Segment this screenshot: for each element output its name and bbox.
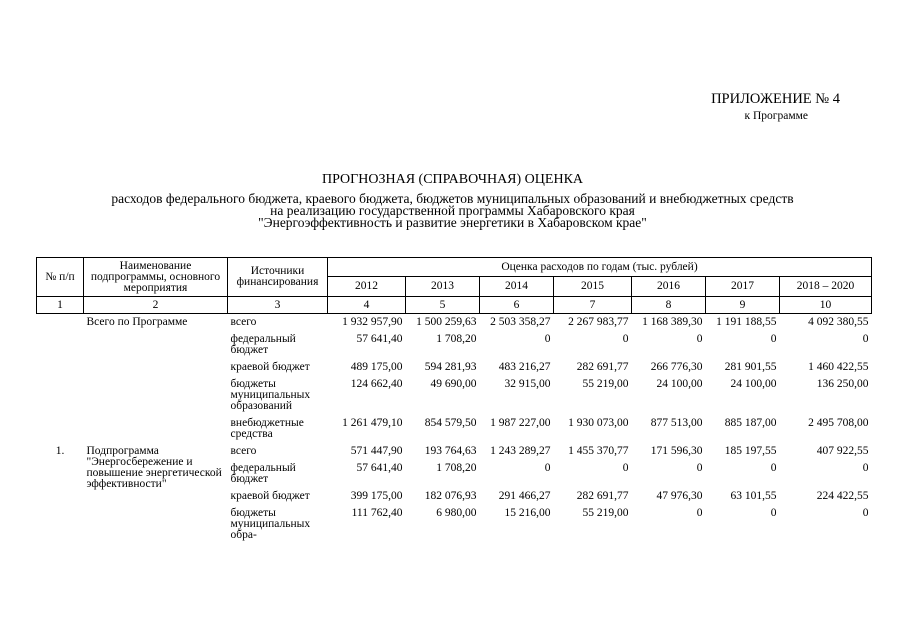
value-cell: 2 267 983,77	[568, 316, 629, 328]
value-cell: 0	[862, 507, 869, 519]
value-cell: 282 691,77	[576, 490, 629, 502]
value-cell: 399 175,00	[350, 490, 403, 502]
value-cell: 49 690,00	[430, 378, 477, 390]
value-cell: 1 930 073,00	[568, 417, 629, 429]
value-cell: 0	[862, 462, 869, 474]
value-cell: 0	[696, 507, 703, 519]
value-cell: 57 641,40	[356, 333, 403, 345]
document-title: ПРОГНОЗНАЯ (СПРАВОЧНАЯ) ОЦЕНКА	[321, 172, 584, 187]
value-cell: 291 466,27	[498, 490, 551, 502]
value-cell: 2 495 708,00	[808, 417, 869, 429]
value-cell: 1 243 289,27	[490, 445, 551, 457]
value-cell: 24 100,00	[656, 378, 703, 390]
value-cell: 571 447,90	[350, 445, 403, 457]
value-cell: 2 503 358,27	[490, 316, 551, 328]
subtitle-line: "Энергоэффективность и развитие энергетики в Хабаровском крае"	[258, 215, 647, 230]
value-cell: 171 596,30	[650, 445, 703, 457]
value-cell: 0	[696, 462, 703, 474]
header-name: Наименование подпрограммы, основного мероприятия	[84, 258, 228, 297]
header-num: № п/п	[37, 258, 84, 297]
value-cell: 489 175,00	[350, 361, 403, 373]
value-cell: 63 101,55	[730, 490, 777, 502]
value-cell: 407 922,55	[816, 445, 869, 457]
row-source: федеральный бюджет	[230, 333, 296, 356]
row-source: краевой бюджет	[230, 490, 310, 502]
value-cell: 854 579,50	[424, 417, 477, 429]
value-cell: 1 168 389,30	[642, 316, 703, 328]
index-cell: 5	[406, 297, 480, 314]
value-cell: 15 216,00	[504, 507, 551, 519]
value-cell: 136 250,00	[816, 378, 869, 390]
value-cell: 55 219,00	[582, 378, 629, 390]
appendix-label: ПРИЛОЖЕНИЕ № 4	[711, 91, 840, 107]
header-year: 2018 – 2020	[780, 277, 872, 297]
row-source: внебюджетные средства	[230, 417, 304, 440]
value-cell: 0	[770, 462, 777, 474]
index-cell: 3	[228, 297, 328, 314]
appendix-subtitle: к Программе	[744, 110, 808, 122]
row-number	[37, 314, 84, 444]
row-source: бюджеты муниципальных обра-	[230, 507, 311, 541]
value-cell: 266 776,30	[650, 361, 703, 373]
value-cell: 193 764,63	[424, 445, 477, 457]
value-cell: 0	[770, 507, 777, 519]
header-year: 2017	[706, 277, 780, 297]
value-cell: 1 987 227,00	[490, 417, 551, 429]
value-cell: 1 191 188,55	[716, 316, 777, 328]
row-source: бюджеты муниципальных образований	[230, 378, 311, 412]
subtitle-line: расходов федерального бюджета, краевого бюджета, бюджетов муниципальных образований и внебюджетных средств	[111, 191, 794, 206]
index-cell: 6	[480, 297, 554, 314]
value-cell: 124 662,40	[350, 378, 403, 390]
value-cell: 0	[544, 462, 551, 474]
value-cell: 6 980,00	[436, 507, 477, 519]
index-cell: 2	[84, 297, 228, 314]
value-cell: 483 216,27	[498, 361, 551, 373]
value-cell: 1 261 479,10	[342, 417, 403, 429]
value-cell: 1 455 370,77	[568, 445, 629, 457]
table-body	[37, 314, 872, 545]
header-year: 2013	[406, 277, 480, 297]
value-cell: 281 901,55	[724, 361, 777, 373]
header-source: Источники финансирования	[228, 258, 328, 297]
index-cell: 7	[554, 297, 632, 314]
value-cell: 55 219,00	[582, 507, 629, 519]
row-source: всего	[230, 316, 257, 328]
value-cell: 182 076,93	[424, 490, 477, 502]
value-cell: 0	[696, 333, 703, 345]
row-number: 1.	[55, 445, 65, 457]
index-cell: 4	[328, 297, 406, 314]
table-row	[37, 314, 872, 332]
header-year: 2014	[480, 277, 554, 297]
value-cell: 1 500 259,63	[416, 316, 477, 328]
value-cell: 1 708,20	[436, 462, 477, 474]
header-year: 2016	[632, 277, 706, 297]
header-year: 2015	[554, 277, 632, 297]
document-subtitle	[0, 193, 905, 229]
value-cell: 0	[622, 462, 629, 474]
value-cell: 0	[622, 333, 629, 345]
value-cell: 0	[544, 333, 551, 345]
value-cell: 877 513,00	[650, 417, 703, 429]
value-cell: 1 708,20	[436, 333, 477, 345]
row-source: краевой бюджет	[230, 361, 310, 373]
index-cell: 9	[706, 297, 780, 314]
expenses-table	[36, 257, 872, 544]
value-cell: 1 932 957,90	[342, 316, 403, 328]
value-cell: 282 691,77	[576, 361, 629, 373]
header-year: 2012	[328, 277, 406, 297]
value-cell: 4 092 380,55	[808, 316, 869, 328]
value-cell: 185 197,55	[724, 445, 777, 457]
value-cell: 224 422,55	[816, 490, 869, 502]
value-cell: 24 100,00	[730, 378, 777, 390]
row-source: федеральный бюджет	[230, 462, 296, 485]
value-cell: 47 976,30	[656, 490, 703, 502]
row-name: Всего по Программе	[86, 316, 188, 328]
row-name: Подпрограмма "Энергосбережение и повышение энергетической эффективности"	[86, 445, 222, 490]
value-cell: 0	[862, 333, 869, 345]
index-cell: 8	[632, 297, 706, 314]
value-cell: 111 762,40	[351, 507, 403, 519]
value-cell: 57 641,40	[356, 462, 403, 474]
value-cell: 594 281,93	[424, 361, 477, 373]
value-cell: 32 915,00	[504, 378, 551, 390]
table-row	[37, 443, 872, 460]
header-estimate: Оценка расходов по годам (тыс. рублей)	[328, 258, 872, 277]
subtitle-line: на реализацию государственной программы Хабаровского края	[270, 203, 635, 218]
value-cell: 885 187,00	[724, 417, 777, 429]
value-cell: 0	[770, 333, 777, 345]
index-cell: 10	[780, 297, 872, 314]
row-source: всего	[230, 445, 257, 457]
index-cell: 1	[37, 297, 84, 314]
value-cell: 1 460 422,55	[808, 361, 869, 373]
